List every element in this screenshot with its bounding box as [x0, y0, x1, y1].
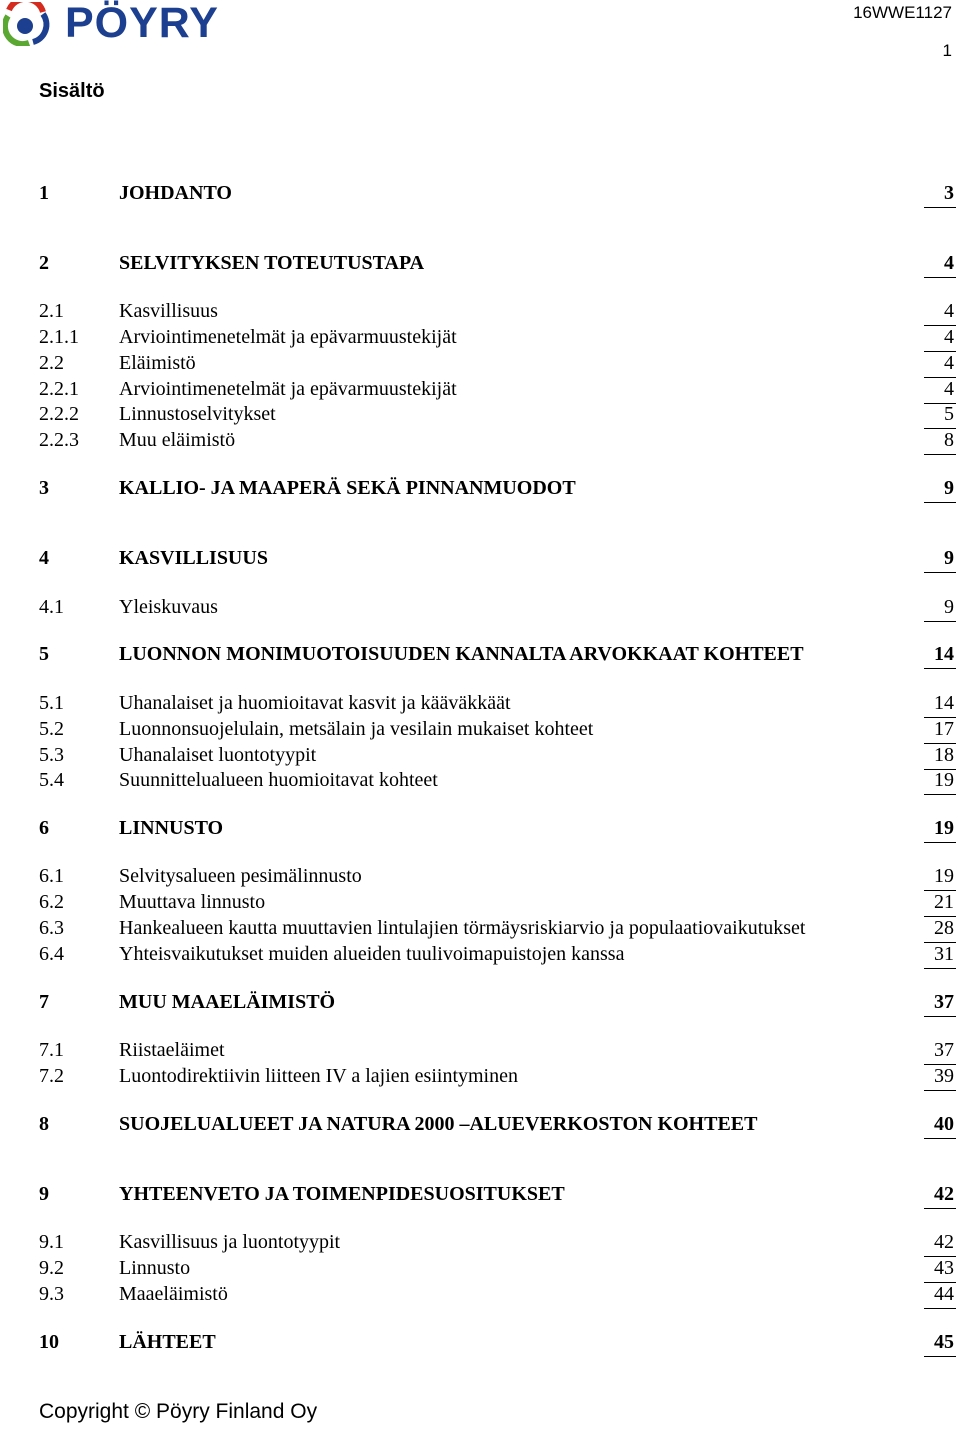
toc-entry[interactable]: [0, 545, 960, 571]
toc-entry[interactable]: [0, 1255, 960, 1281]
toc-entry-title: YHTEENVETO JA TOIMENPIDESUOSITUKSET: [119, 1183, 565, 1205]
toc-entry-number: 6.2: [39, 891, 64, 913]
toc-entry-page-link[interactable]: 17: [924, 716, 956, 744]
toc-entry-number: 5.3: [39, 744, 64, 766]
toc-entry-number: 2.2: [39, 352, 64, 374]
toc-entry-number: 5.2: [39, 718, 64, 740]
toc-entry-title: Yhteisvaikutukset muiden alueiden tuulivoimapuistojen kanssa: [119, 943, 625, 965]
toc-entry[interactable]: [0, 1281, 960, 1307]
toc-entry-page-link[interactable]: 4: [924, 298, 956, 326]
toc-entry-page-link[interactable]: 42: [924, 1229, 956, 1257]
toc-entry-number: 2.2.2: [39, 403, 79, 425]
toc-entry-page-link[interactable]: 18: [924, 742, 956, 770]
toc-entry-number: 8: [39, 1113, 49, 1135]
document-id: 16WWE1127: [853, 3, 952, 22]
company-logo: [3, 2, 248, 46]
toc-entry-number: 6.3: [39, 917, 64, 939]
toc-entry-title: Suunnittelualueen huomioitavat kohteet: [119, 769, 438, 791]
toc-entry[interactable]: [0, 1037, 960, 1063]
toc-entry-title: Eläimistö: [119, 352, 196, 374]
toc-entry[interactable]: [0, 475, 960, 501]
toc-entry[interactable]: [0, 989, 960, 1015]
toc-entry-title: Muuttava linnusto: [119, 891, 266, 913]
toc-entry[interactable]: [0, 716, 960, 742]
toc-entry[interactable]: [0, 350, 960, 376]
toc-entry-page-link[interactable]: 9: [924, 594, 956, 622]
toc-entry-page-link[interactable]: 28: [924, 915, 956, 943]
toc-entry-title: Yleiskuvaus: [119, 596, 218, 618]
toc-entry-number: 5: [39, 643, 49, 665]
toc-entry[interactable]: [0, 915, 960, 941]
toc-entry-title: Luontodirektiivin liitteen IV a lajien esiintyminen: [119, 1065, 518, 1087]
toc-entry-number: 6.4: [39, 943, 64, 965]
toc-entry[interactable]: [0, 180, 960, 206]
toc-entry[interactable]: [0, 1181, 960, 1207]
toc-entry[interactable]: [0, 1229, 960, 1255]
toc-entry-page-link[interactable]: 4: [924, 376, 956, 404]
toc-entry-number: 4.1: [39, 596, 64, 618]
toc-entry-page-link[interactable]: 14: [924, 641, 956, 669]
toc-entry-page-link[interactable]: 31: [924, 941, 956, 969]
toc-entry-page-link[interactable]: 9: [924, 475, 956, 503]
page-number: 1: [942, 41, 952, 60]
toc-entry-number: 9.1: [39, 1231, 64, 1253]
toc-entry[interactable]: [0, 1111, 960, 1137]
toc-entry-page-link[interactable]: 19: [924, 815, 956, 843]
toc-entry-page-link[interactable]: 44: [924, 1281, 956, 1309]
toc-entry-title: KALLIO- JA MAAPERÄ SEKÄ PINNANMUODOT: [119, 477, 576, 499]
toc-entry-page-link[interactable]: 5: [924, 401, 956, 429]
toc-entry[interactable]: [0, 298, 960, 324]
toc-entry[interactable]: [0, 401, 960, 427]
toc-entry-title: Maaeläimistö: [119, 1283, 228, 1305]
toc-entry-page-link[interactable]: 37: [924, 989, 956, 1017]
toc-entry-title: Uhanalaiset ja huomioitavat kasvit ja kääväkkäät: [119, 692, 511, 714]
toc-entry[interactable]: [0, 1063, 960, 1089]
toc-entry-title: LÄHTEET: [119, 1331, 216, 1353]
toc-entry[interactable]: [0, 324, 960, 350]
toc-entry-number: 2.1: [39, 300, 64, 322]
toc-entry-page-link[interactable]: 37: [924, 1037, 956, 1065]
toc-entry-page-link[interactable]: 19: [924, 767, 956, 795]
toc-entry-title: Kasvillisuus: [119, 300, 218, 322]
toc-entry-title: MUU MAAELÄIMISTÖ: [119, 991, 336, 1013]
toc-entry-page-link[interactable]: 4: [924, 324, 956, 352]
toc-entry-title: Kasvillisuus ja luontotyypit: [119, 1231, 341, 1253]
toc-entry-page-link[interactable]: 45: [924, 1329, 956, 1357]
toc-entry-number: 10: [39, 1331, 59, 1353]
toc-entry-number: 7.2: [39, 1065, 64, 1087]
toc-entry[interactable]: [0, 815, 960, 841]
toc-entry-number: 9.2: [39, 1257, 64, 1279]
toc-entry-number: 2.2.1: [39, 378, 79, 400]
toc-entry-number: 6: [39, 817, 49, 839]
toc-entry-title: Luonnonsuojelulain, metsälain ja vesilain mukaiset kohteet: [119, 718, 594, 740]
toc-entry[interactable]: [0, 863, 960, 889]
toc-entry-title: Uhanalaiset luontotyypit: [119, 744, 317, 766]
toc-entry[interactable]: [0, 1329, 960, 1355]
toc-entry-page-link[interactable]: 4: [924, 350, 956, 378]
logo-symbol-icon: [3, 2, 63, 46]
toc-entry-page-link[interactable]: 4: [924, 250, 956, 278]
toc-entry-title: KASVILLISUUS: [119, 547, 268, 569]
toc-entry[interactable]: [0, 250, 960, 276]
toc-entry-number: 9.3: [39, 1283, 64, 1305]
toc-entry-number: 5.4: [39, 769, 64, 791]
toc-entry-title: LINNUSTO: [119, 817, 224, 839]
toc-entry-title: Linnusto: [119, 1257, 191, 1279]
toc-entry-number: 3: [39, 477, 49, 499]
toc-entry[interactable]: [0, 641, 960, 667]
toc-entry[interactable]: [0, 742, 960, 768]
toc-entry-number: 7.1: [39, 1039, 64, 1061]
toc-entry-title: Arviointimenetelmät ja epävarmuustekijät: [119, 378, 457, 400]
toc-entry-title: Arviointimenetelmät ja epävarmuustekijät: [119, 326, 457, 348]
toc-entry-number: 2.2.3: [39, 429, 79, 451]
toc-entry-title: LUONNON MONIMUOTOISUUDEN KANNALTA ARVOKKAAT KOHTEET: [119, 643, 804, 665]
toc-entry-number: 7: [39, 991, 49, 1013]
toc-entry-page-link[interactable]: 40: [924, 1111, 956, 1139]
toc-entry-title: SELVITYKSEN TOTEUTUSTAPA: [119, 252, 425, 274]
toc-entry-page-link[interactable]: 19: [924, 863, 956, 891]
toc-entry[interactable]: [0, 767, 960, 793]
toc-entry-page-link[interactable]: 14: [924, 690, 956, 718]
toc-entry-number: 4: [39, 547, 49, 569]
toc-entry-title: JOHDANTO: [119, 182, 232, 204]
toc-entry[interactable]: [0, 594, 960, 620]
toc-entry-title: Selvitysalueen pesimälinnusto: [119, 865, 362, 887]
toc-entry-number: 9: [39, 1183, 49, 1205]
toc-entry-page-link[interactable]: 3: [924, 180, 956, 208]
logo-wordmark: PÖYRY: [65, 0, 219, 47]
toc-entry-page-link[interactable]: 42: [924, 1181, 956, 1209]
toc-entry-number: 2.1.1: [39, 326, 79, 348]
toc-entry-page-link[interactable]: 9: [924, 545, 956, 573]
toc-entry-title: Linnustoselvitykset: [119, 403, 276, 425]
toc-entry-title: Muu eläimistö: [119, 429, 236, 451]
toc-entry-title: Riistaeläimet: [119, 1039, 225, 1061]
toc-entry-title: Hankealueen kautta muuttavien lintulajien törmäysriskiarvio ja populaatiovaikutukset: [119, 917, 806, 939]
toc-entry[interactable]: [0, 690, 960, 716]
page-title: Sisältö: [39, 80, 105, 102]
toc-entry-number: 6.1: [39, 865, 64, 887]
toc-entry[interactable]: [0, 376, 960, 402]
toc-entry-page-link[interactable]: 39: [924, 1063, 956, 1091]
toc-entry-title: SUOJELUALUEET JA NATURA 2000 –ALUEVERKOSTON KOHTEET: [119, 1113, 758, 1135]
toc-entry-page-link[interactable]: 43: [924, 1255, 956, 1283]
toc-entry-number: 1: [39, 182, 49, 204]
toc-entry-number: 2: [39, 252, 49, 274]
toc-entry[interactable]: [0, 941, 960, 967]
toc-entry[interactable]: [0, 889, 960, 915]
toc-entry-page-link[interactable]: 21: [924, 889, 956, 917]
toc-entry-number: 5.1: [39, 692, 64, 714]
toc-entry-page-link[interactable]: 8: [924, 427, 956, 455]
toc-entry[interactable]: [0, 427, 960, 453]
copyright-footer: Copyright © Pöyry Finland Oy: [39, 1400, 318, 1423]
